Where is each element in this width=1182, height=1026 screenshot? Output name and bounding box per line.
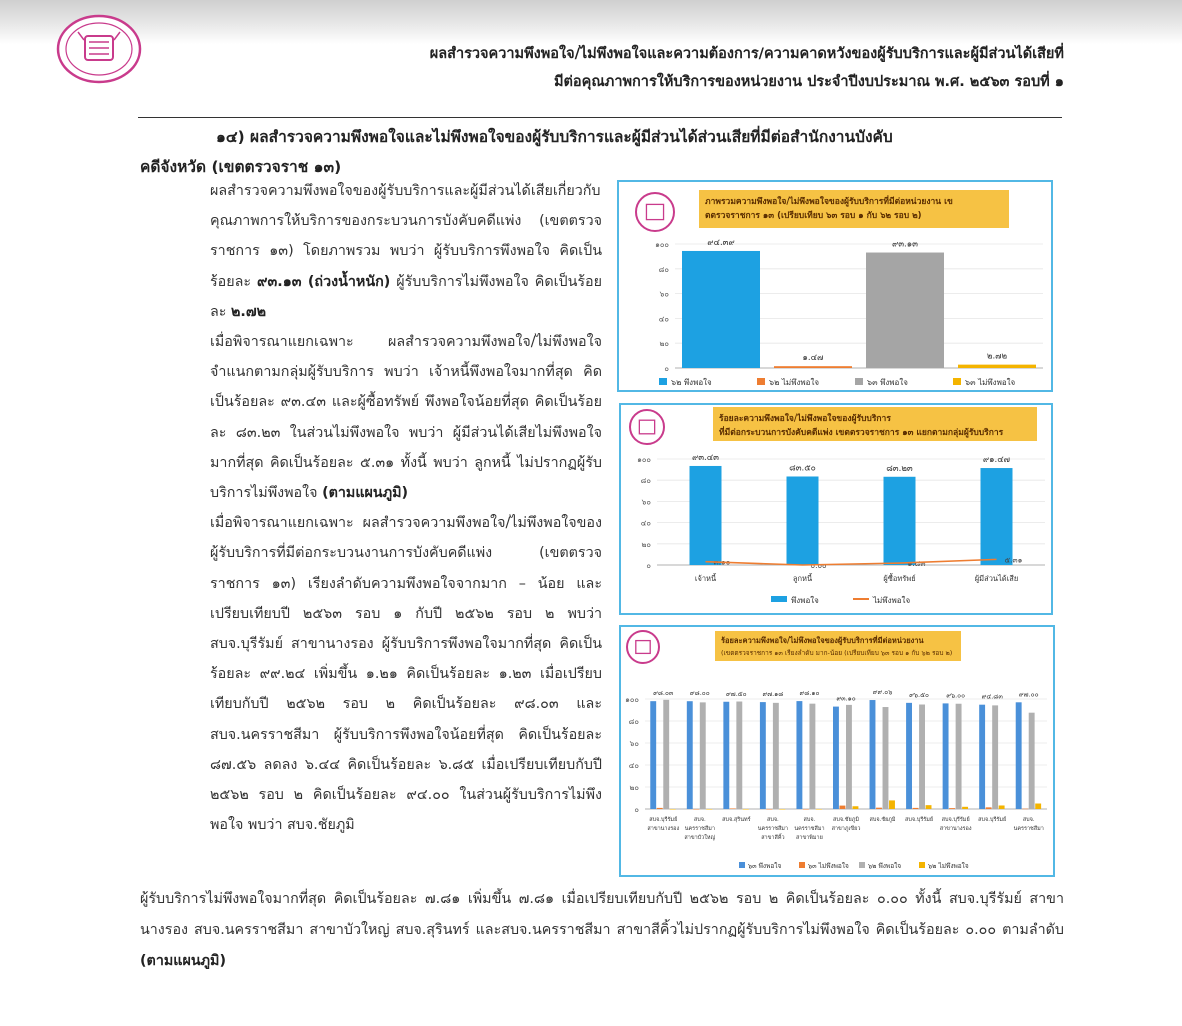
y-tick-label: ๔๐ <box>640 518 651 528</box>
data-label: ๙๗.๑๘ <box>762 690 784 699</box>
x-tick-label: สบจ. <box>693 817 706 823</box>
x-tick-label: สบจ.บุรีรัมย์ <box>941 817 970 823</box>
legend-swatch <box>855 378 863 385</box>
bar <box>796 701 802 809</box>
header-divider <box>138 117 1062 118</box>
chart-overall-svg <box>619 182 1051 390</box>
bar <box>883 707 889 809</box>
legend-swatch <box>953 378 961 385</box>
bar <box>779 809 785 810</box>
x-tick-label: สาขานางรอง <box>647 826 680 832</box>
chart-by-group-title-text: ร้อยละความพึงพอใจ/ไม่พึงพอใจของผู้รับบริการ <box>719 414 891 424</box>
data-label: ๙๘.๐๐ <box>689 689 710 698</box>
bar <box>682 251 760 368</box>
series-line <box>706 559 997 565</box>
department-seal-logo <box>56 14 142 84</box>
y-tick-label: ๖๐ <box>629 739 639 748</box>
data-label: ๘๓.๕๐ <box>789 463 816 474</box>
bar <box>690 466 722 565</box>
legend-label: ๖๓ ไม่พึงพอใจ <box>965 378 1016 387</box>
data-label: ๒.๗๒ <box>986 351 1008 362</box>
data-label: ๙๓.๑๓ <box>892 239 918 250</box>
bar <box>760 702 766 809</box>
y-tick-label: ๑๐๐ <box>625 695 639 704</box>
document-header <box>180 40 1064 96</box>
bar <box>884 477 916 565</box>
y-tick-label: ๖๐ <box>641 497 651 507</box>
x-tick-label: สาขาพิมาย <box>796 835 823 841</box>
chart-by-office-subtitle: (เขตตรวจราชการ ๑๓ เรียงลำดับ มาก-น้อย (เปรียบเทียบ ๖๓ รอบ ๑ กับ ๖๒ รอบ ๒) <box>721 649 953 657</box>
bar <box>889 800 895 809</box>
legend-label: พึงพอใจ <box>791 596 819 605</box>
bar <box>766 809 772 810</box>
bar <box>981 468 1013 565</box>
bar <box>926 805 932 809</box>
line-data-label: ๕.๓๑ <box>1004 555 1023 565</box>
data-label: ๙๔.๘๓ <box>981 692 1003 701</box>
bar <box>693 809 699 810</box>
paragraph-overall <box>140 176 602 327</box>
legend-swatch <box>771 596 787 602</box>
bar <box>706 809 712 810</box>
bar <box>986 807 992 809</box>
x-tick-label: สบจ. <box>1022 817 1035 823</box>
data-label: ๙๘.๐๓ <box>653 689 674 698</box>
bar <box>657 808 663 809</box>
y-tick-label: ๖๐ <box>659 289 669 299</box>
bar <box>736 702 742 809</box>
x-tick-label: สบจ. <box>803 817 816 823</box>
seal-icon <box>630 410 664 444</box>
bar <box>913 808 919 809</box>
y-tick-label: ๐ <box>664 364 669 373</box>
bar <box>663 700 669 809</box>
x-tick-label: ลูกหนี้ <box>792 574 813 583</box>
data-label: ๙๓.๔๓ <box>692 452 719 463</box>
bar <box>943 703 949 809</box>
y-tick-label: ๔๐ <box>658 314 669 324</box>
bar <box>958 365 1036 368</box>
chart-by-group <box>619 403 1053 615</box>
legend-swatch <box>919 862 925 868</box>
legend-label: ๖๓ พึงพอใจ <box>867 378 908 387</box>
bar <box>846 705 852 809</box>
bar <box>999 805 1005 809</box>
y-tick-label: ๒๐ <box>659 339 669 349</box>
legend-swatch <box>757 378 765 385</box>
x-tick-label: สาขาสีคิ้ว <box>761 835 785 841</box>
chart-by-group-svg <box>621 405 1051 613</box>
chart-reference: (ตามแผนภูมิ) <box>140 953 227 969</box>
bar <box>803 809 809 810</box>
legend-label: ๖๒ พึงพอใจ <box>671 378 712 387</box>
bar <box>956 704 962 809</box>
legend-swatch <box>739 862 745 868</box>
data-label: ๙๖.๕๐ <box>909 690 930 699</box>
legend-label: ๖๓ พึงพอใจ <box>748 862 782 870</box>
data-label: ๙๙.๐๖ <box>872 688 893 697</box>
data-label: ๙๗.๐๐ <box>1018 690 1039 699</box>
bar <box>833 707 839 809</box>
x-tick-label: สาขาภูเขียว <box>831 826 861 832</box>
y-tick-label: ๒๐ <box>629 783 639 792</box>
bar <box>723 702 729 809</box>
data-label: ๙๖.๐๐ <box>946 691 966 700</box>
paragraph-text: ผลสำรวจความพึงพอใจของผู้รับบริการและผู้มีส่วนได้เสียเกี่ยวกับคุณภาพการให้บริการของกระบวนการบังคับคดีแพ่ง (เขตตรวจราชการ ๑๓) โดยภาพรวม พบว่า ผู้รับบริการพึงพอใจ คิดเป็นร้อยละ <box>210 183 602 290</box>
chart-reference: (ตามแผนภูมิ) <box>322 485 409 502</box>
seal-icon <box>627 631 659 663</box>
legend-swatch <box>799 862 805 868</box>
body-text-column <box>140 176 602 840</box>
paragraph-text: ผู้รับบริการไม่พึงพอใจ คิดเป็นร้อยละ <box>210 273 603 320</box>
bar <box>809 704 815 809</box>
bar <box>687 701 693 809</box>
bar <box>700 702 706 809</box>
bar <box>650 701 656 809</box>
bold-value: ๒.๗๒ <box>231 303 267 320</box>
bar <box>1029 713 1035 809</box>
x-tick-label: นครราชสีมา <box>1013 826 1044 832</box>
data-label: ๘๓.๒๓ <box>886 463 913 474</box>
chart-by-office-svg <box>621 627 1053 875</box>
line-data-label: ๐.๐๐ <box>810 561 827 570</box>
bar <box>773 703 779 809</box>
bar <box>743 809 749 810</box>
bar <box>840 806 846 809</box>
legend-label: ไม่พึงพอใจ <box>873 596 911 605</box>
bar <box>870 700 876 809</box>
y-tick-label: ๒๐ <box>641 539 651 549</box>
y-tick-label: ๘๐ <box>628 717 639 726</box>
bar <box>906 703 912 809</box>
x-tick-label: สาขาบัวใหญ่ <box>684 835 716 841</box>
x-tick-label: สบจ.บุรีรัมย์ <box>978 817 1007 823</box>
legend-label: ๖๒ ไม่พึงพอใจ <box>769 378 820 387</box>
data-label: ๙๓.๑๐ <box>836 694 856 703</box>
data-label: ๑.๔๗ <box>802 353 824 364</box>
x-tick-label: สบจ. <box>766 817 779 823</box>
bar <box>962 807 968 809</box>
paragraph-groups <box>140 327 602 508</box>
chart-by-office-title: ร้อยละความพึงพอใจ/ไม่พึงพอใจของผู้รับบริการที่มีต่อหน่วยงาน <box>721 636 924 645</box>
x-tick-label: สบจ.บุรีรัมย์ <box>905 817 934 823</box>
legend-label: ๖๒ ไม่พึงพอใจ <box>928 862 969 870</box>
x-tick-label: ผู้ซื้อทรัพย์ <box>883 574 916 583</box>
bar <box>1035 804 1041 810</box>
bar <box>816 809 822 810</box>
chart-overall-title-text: ภาพรวมความพึงพอใจ/ไม่พึงพอใจของผู้รับบริการที่มีต่อหน่วยงาน เข <box>705 197 953 207</box>
x-tick-label: ผู้มีส่วนได้เสีย <box>974 574 1019 583</box>
data-label: ๙๘.๑๐ <box>799 689 820 698</box>
section-title-line-2: คดีจังหวัด (เขตตรวจราช ๑๓) <box>140 158 342 176</box>
seal-icon <box>636 193 674 231</box>
bar <box>866 253 944 368</box>
legend-swatch <box>859 862 865 868</box>
y-tick-label: ๐ <box>634 805 639 814</box>
paragraph-text: ผู้รับบริการไม่พึงพอใจมากที่สุด คิดเป็นร้อยละ ๗.๘๑ เพิ่มขึ้น ๗.๘๑ เมื่อเปรียบเทียบกับปี ๒๕๖๒ รอบ ๒ คิดเป็นร้อยละ ๐.๐๐ ทั้งนี้ สบจ.บุรีรัมย์ สาขานางรอง สบจ.นครราชสีมา สาขาบัวใหญ่ สบจ.สุรินทร์ และสบจ.นครราชสีมา สาขาสีคิ้วไม่ปรากฏผู้รับบริการไม่พึงพอใจ คิดเป็นร้อยละ ๐.๐๐ ตามลำดับ <box>140 891 1064 938</box>
bar <box>1022 809 1028 810</box>
x-tick-label: สบจ.ชัยภูมิ <box>869 817 896 823</box>
line-data-label: ๑.๘๓ <box>907 559 926 569</box>
x-tick-label: นครราชสีมา <box>794 826 825 832</box>
bar <box>853 806 859 809</box>
bar <box>992 705 998 809</box>
data-label: ๙๔.๓๙ <box>707 237 735 248</box>
line-data-label: ๓.๑๐ <box>713 557 731 567</box>
bar <box>774 366 852 368</box>
bar <box>730 808 736 809</box>
x-tick-label: สบจ.ชัยภูมิ <box>832 817 860 823</box>
bold-value: ๙๓.๑๓ (ถ่วงน้ำหนัก) <box>257 273 391 290</box>
bar <box>979 705 985 809</box>
paragraph-text: เมื่อพิจารณาแยกเฉพาะ ผลสำรวจความพึงพอใจ/ไม่พึงพอใจ จำแนกตามกลุ่มผู้รับบริการ พบว่า เจ้าหนี้พึงพอใจมากที่สุด คิดเป็นร้อยละ ๙๓.๔๓ และผู้ซื้อทรัพย์ พึงพอใจน้อยที่สุด คิดเป็นร้อยละ ๘๓.๒๓ ในส่วนไม่พึงพอใจ พบว่า ผู้มีส่วนได้เสียไม่พึงพอใจมากที่สุด คิดเป็นร้อยละ ๕.๓๑ ทั้งนี้ พบว่า ลูกหนี้ ไม่ปรากฏผู้รับบริการไม่พึงพอใจ <box>210 334 602 502</box>
bar <box>919 705 925 810</box>
chart-overall <box>617 180 1053 392</box>
legend-label: ๖๓ ไม่พึงพอใจ <box>808 862 849 870</box>
x-tick-label: สบจ.บุรีรัมย์ <box>649 817 678 823</box>
bar <box>949 808 955 809</box>
y-tick-label: ๔๐ <box>628 761 639 770</box>
bar <box>876 808 882 809</box>
data-label: ๙๑.๔๗ <box>982 455 1011 466</box>
paragraph-offices: เมื่อพิจารณาแยกเฉพาะ ผลสำรวจความพึงพอใจ/ไม่พึงพอใจของผู้รับบริการที่มีต่อกระบวนงานการบังคับคดีแพ่ง (เขตตรวจราชการ ๑๓) เรียงลำดับความพึงพอใจจากมาก – น้อย และเปรียบเทียบปี ๒๕๖๓ รอบ ๑ กับปี ๒๕๖๒ รอบ ๒ พบว่า สบจ.บุรีรัมย์ สาขานางรอง ผู้รับบริการพึงพอใจมากที่สุด คิดเป็นร้อยละ ๙๙.๒๔ เพิ่มขึ้น ๑.๒๑ คิดเป็นร้อยละ ๑.๒๓ เมื่อเปรียบเทียบกับปี ๒๕๖๒ รอบ ๒ คิดเป็นร้อยละ ๙๘.๐๓ และสบจ.นครราชสีมา ผู้รับบริการพึงพอใจน้อยที่สุด คิดเป็นร้อยละ ๘๗.๕๖ ลดลง ๖.๔๔ คิดเป็นร้อยละ ๖.๘๕ เมื่อเปรียบเทียบกับปี ๒๕๖๒ รอบ ๒ คิดเป็นร้อยละ ๙๔.๐๐ ในส่วนผู้รับบริการไม่พึงพอใจ พบว่า สบจ.ชัยภูมิ <box>210 515 602 834</box>
paragraph-continued <box>140 884 1064 977</box>
y-tick-label: ๐ <box>646 561 651 570</box>
header-line-1: ผลสำรวจความพึงพอใจ/ไม่พึงพอใจและความต้องการ/ความคาดหวังของผู้รับบริการและผู้มีส่วนได้เสียที่ <box>429 46 1064 62</box>
bar <box>1016 702 1022 809</box>
x-tick-label: นครราชสีมา <box>757 826 789 832</box>
y-tick-label: ๑๐๐ <box>655 240 669 249</box>
chart-by-office <box>619 625 1055 877</box>
chart-by-group-title-text: ที่มีต่อกระบวนการบังคับคดีแพ่ง เขตตรวจราชการ ๑๓ แยกตามกลุ่มผู้รับบริการ <box>719 428 1004 438</box>
section-title-line-1: ๑๔) ผลสำรวจความพึงพอใจและไม่พึงพอใจของผู้รับบริการและผู้มีส่วนได้ส่วนเสียที่มีต่อสำนักงานบังคับ <box>216 128 893 146</box>
header-line-2: มีต่อคุณภาพการให้บริการของหน่วยงาน ประจำปีงบประมาณ พ.ศ. ๒๕๖๓ รอบที่ ๑ <box>553 74 1064 90</box>
y-tick-label: ๘๐ <box>658 264 669 274</box>
legend-label: ๖๒ พึงพอใจ <box>868 862 902 870</box>
y-tick-label: ๑๐๐ <box>637 455 651 464</box>
chart-overall-title-box <box>699 190 1009 228</box>
bar <box>670 809 676 810</box>
data-label: ๙๗.๕๐ <box>726 689 747 698</box>
x-tick-label: สาขานางรอง <box>939 826 972 832</box>
chart-overall-title-text: ตตรวจราชการ ๑๓ (เปรียบเทียบ ๖๓ รอบ ๑ กับ ๖๒ รอบ ๒) <box>705 211 922 221</box>
y-tick-label: ๘๐ <box>640 476 651 486</box>
x-tick-label: เจ้าหนี้ <box>694 574 717 583</box>
legend-swatch <box>659 378 667 385</box>
x-tick-label: นครราชสีมา <box>684 826 715 832</box>
x-tick-label: สบจ.สุรินทร์ <box>722 817 751 823</box>
bar <box>787 476 819 565</box>
section-title <box>140 122 1064 182</box>
